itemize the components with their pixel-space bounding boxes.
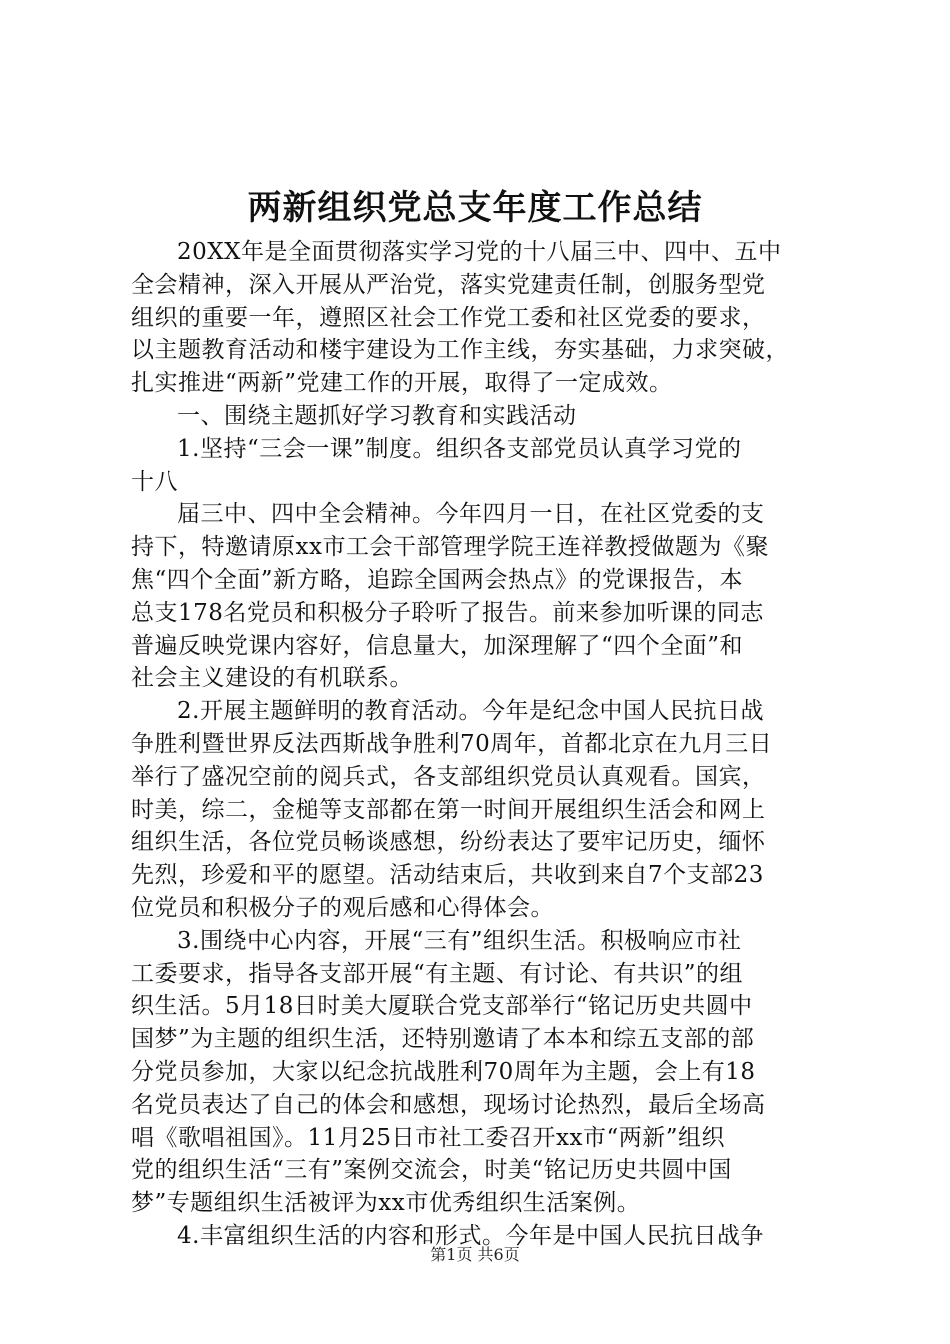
- body-line: 织生活。5月18日时美大厦联合党支部举行“铭记历史共圆中: [131, 993, 753, 1020]
- body-line: 持下，特邀请原xx市工会干部管理学院王连祥教授做题为《聚: [131, 534, 769, 561]
- body-line: 国梦”为主题的组织生活，还特别邀请了本本和综五支部的部: [131, 1026, 755, 1053]
- body-line: 位党员和积极分子的观后感和心得体会。: [131, 894, 554, 921]
- body-line: 1.坚持“三会一课”制度。组织各支部党员认真学习党的: [177, 435, 742, 462]
- body-line: 先烈，珍爱和平的愿望。活动结束后，共收到来自7个支部23: [131, 862, 764, 889]
- body-line: 组织的重要一年，遵照区社会工作党工委和社区党委的要求，: [131, 304, 766, 331]
- body-line: 名党员表达了自己的体会和感想，现场讨论热烈，最后全场高: [131, 1091, 766, 1118]
- body-line: 20XX年是全面贯彻落实学习党的十八届三中、四中、五中: [177, 239, 782, 265]
- body-line: 总支178名党员和积极分子聆听了报告。前来参加听课的同志: [131, 599, 764, 626]
- body-line: 组织生活，各位党员畅谈感想，纷纷表达了要牢记历史，缅怀: [131, 829, 766, 856]
- document-body: [131, 236, 851, 1253]
- body-line: 2.开展主题鲜明的教育活动。今年是纪念中国人民抗日战: [177, 698, 764, 725]
- body-line: 3.围绕中心内容，开展“三有”组织生活。积极响应市社: [177, 927, 742, 954]
- body-line: 工委要求，指导各支部开展“有主题、有讨论、有共识”的组: [131, 960, 744, 987]
- body-line: 普遍反映党课内容好，信息量大，加深理解了“四个全面”和: [131, 632, 744, 659]
- body-line: 一、围绕主题抓好学习教育和实践活动: [177, 402, 577, 429]
- body-line: 争胜利暨世界反法西斯战争胜利70周年，首都北京在九月三日: [131, 730, 773, 757]
- page-footer: 第1页 共6页: [430, 1245, 520, 1264]
- body-line: 扎实推进“两新”党建工作的开展，取得了一定成效。: [131, 370, 673, 397]
- body-line: 唱《歌唱祖国》。11月25日市社工委召开xx市“两新”组织: [131, 1124, 725, 1151]
- body-line: 梦”专题组织生活被评为xx市优秀组织生活案例。: [131, 1190, 641, 1217]
- body-line: 届三中、四中全会精神。今年四月一日，在社区党委的支: [177, 501, 765, 528]
- body-line: 全会精神，深入开展从严治党，落实党建责任制，创服务型党: [131, 271, 766, 298]
- body-line: 社会主义建设的有机联系。: [131, 665, 413, 692]
- body-line: 举行了盛况空前的阅兵式，各支部组织党员认真观看。国宾，: [131, 763, 766, 790]
- body-line: 时美，综二，金槌等支部都在第一时间开展组织生活会和网上: [131, 796, 766, 823]
- body-line: 党的组织生活“三有”案例交流会，时美“铭记历史共圆中国: [131, 1157, 732, 1184]
- body-line: 焦“四个全面”新方略，追踪全国两会热点》的党课报告，本: [131, 566, 744, 593]
- document-title: 两新组织党总支年度工作总结: [247, 188, 703, 228]
- body-line: 分党员参加，大家以纪念抗战胜利70周年为主题，会上有18: [131, 1058, 756, 1085]
- body-line: 以主题教育活动和楼宇建设为工作主线，夯实基础，力求突破，: [131, 337, 789, 364]
- body-line: 十八: [131, 468, 178, 495]
- body-line: 4.丰富组织生活的内容和形式。今年是中国人民抗日战争: [177, 1222, 764, 1249]
